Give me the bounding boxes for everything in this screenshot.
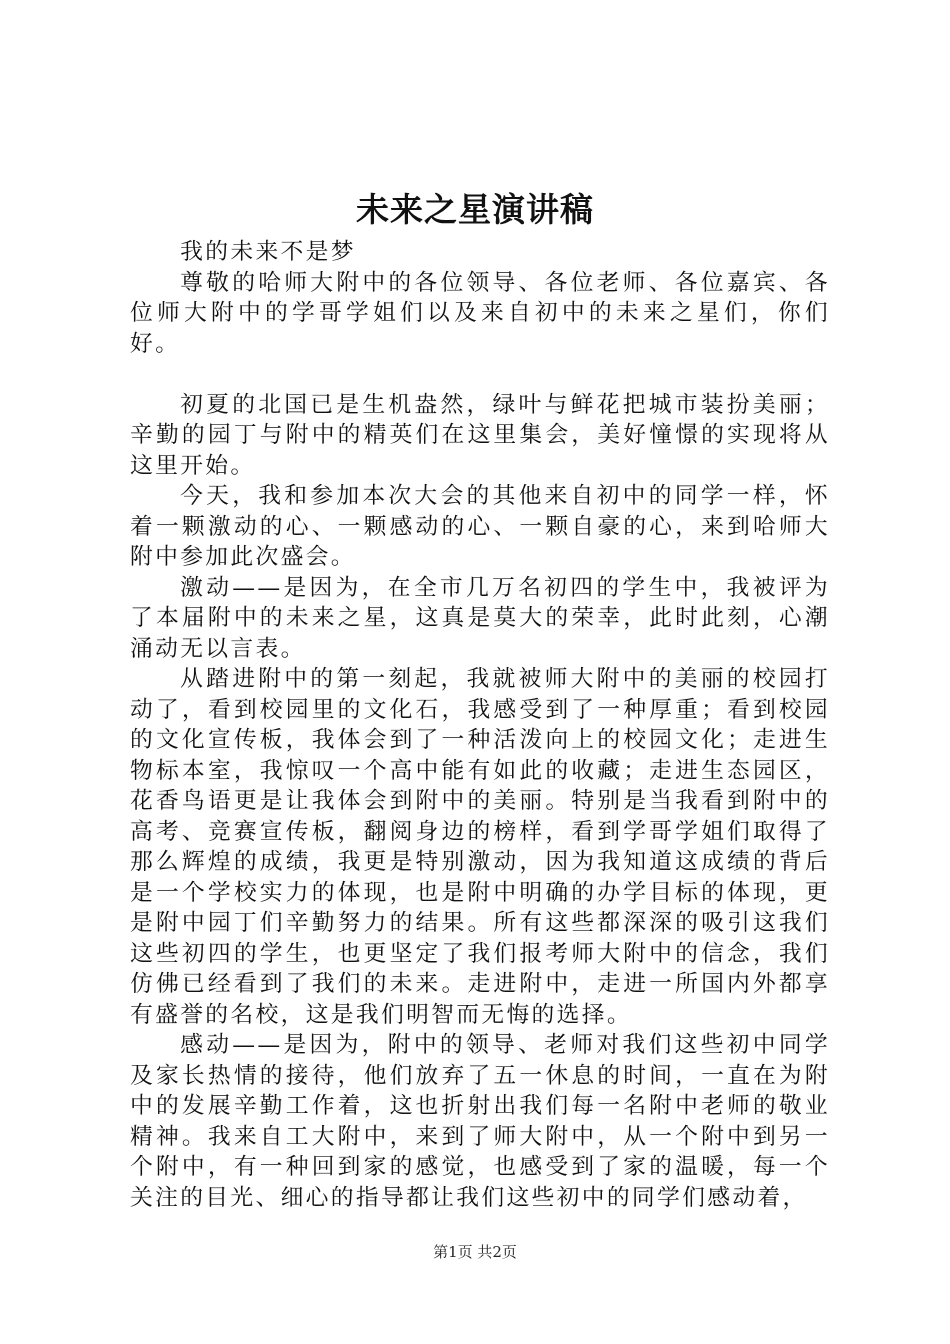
paragraph-excited: 激动——是因为，在全市几万名初四的学生中，我被评为了本届附中的未来之星，这真是莫大的荣幸，此时此刻，心潮涌动无以言表。 — [130, 574, 830, 662]
paragraph-today: 今天，我和参加本次大会的其他来自初中的同学一样，怀着一颗激动的心、一颗感动的心、一颗自豪的心，来到哈师大附中参加此次盛会。 — [130, 483, 830, 570]
paragraph-early-summer: 初夏的北国已是生机盎然，绿叶与鲜花把城市装扮美丽；辛勤的园丁与附中的精英们在这里集会，美好憧憬的实现将从这里开始。 — [130, 391, 830, 479]
paragraph-subtitle: 我的未来不是梦 — [180, 239, 356, 265]
page-number-footer: 第1页 共2页 — [433, 1243, 517, 1261]
paragraph-greeting: 尊敬的哈师大附中的各位领导、各位老师、各位嘉宾、各位师大附中的学哥学姐们以及来自初中的未来之星们，你们好。 — [130, 269, 830, 357]
paragraph-campus: 从踏进附中的第一刻起，我就被师大附中的美丽的校园打动了，看到校园里的文化石，我感受到了一种厚重；看到校园的文化宣传板，我体会到了一种活泼向上的校园文化；走进生物标本室，我惊叹一个高中能有如此的收藏；走进生态园区，花香鸟语更是让我体会到附中的美丽。特别是当我看到附中的高考、竞赛宣传板，翻阅身边的榜样，看到学哥学姐们取得了那么辉煌的成绩，我更是特别激动，因为我知道这成绩的背后是一个学校实力的体现，也是附中明确的办学目标的体现，更是附中园丁们辛勤努力的结果。所有这些都深深的吸引这我们这些初四的学生，也更坚定了我们报考师大附中的信念，我们仿佛已经看到了我们的未来。走进附中，走进一所国内外都享有盛誉的名校，这是我们明智而无悔的选择。 — [130, 666, 830, 1028]
document-body — [130, 237, 830, 1213]
document-title: 未来之星演讲稿 — [356, 190, 594, 229]
paragraph-moved: 感动——是因为，附中的领导、老师对我们这些初中同学及家长热情的接待，他们放弃了五一休息的时间，一直在为附中的发展辛勤工作着，这也折射出我们每一名附中老师的敬业精神。我来自工大附中，来到了师大附中，从一个附中到另一个附中，有一种回到家的感觉，也感受到了家的温暖，每一个关注的目光、细心的指导都让我们这些初中的同学们感动着， — [130, 1032, 830, 1211]
